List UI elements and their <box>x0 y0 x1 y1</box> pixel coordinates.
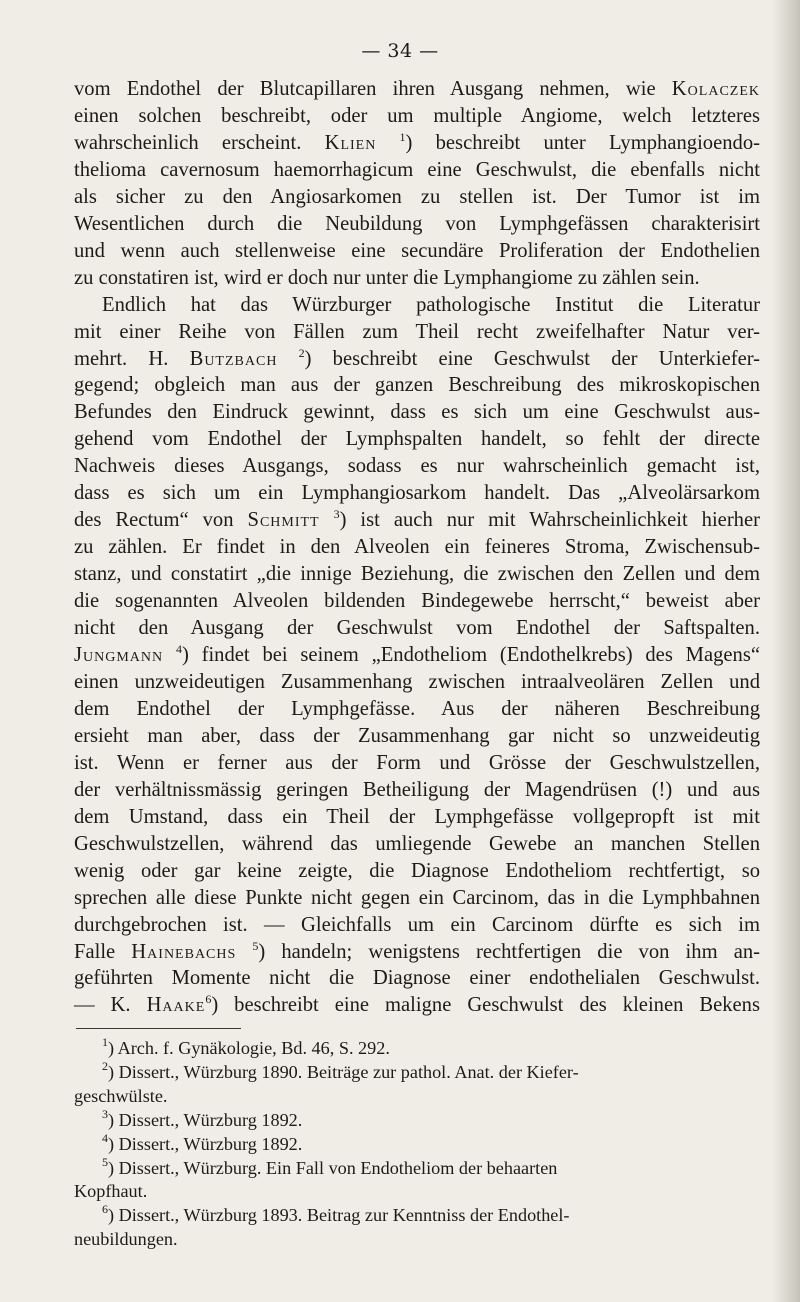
author-butzbach: Butzbach <box>189 347 278 370</box>
author-haake: Haake <box>146 994 206 1017</box>
text-line-7: und wenn auch stellenweise eine secundäre Proliferation der Endothelien <box>74 239 760 262</box>
text-line-30: wenig oder gar keine zeigte, die Diagnose Endotheliom rechtfertigt, so <box>74 859 760 882</box>
text-line-35: — K. Haake$^6$) beschreibt eine maligne Geschwulst des kleinen Bekens <box>74 992 760 1017</box>
footnote-ref-5: 5 <box>252 938 259 953</box>
text-line-14: gehend vom Endothel der Lymphspalten handelt, so fehlt der directe <box>74 428 760 451</box>
footnote-6-cont: neubildungen. <box>74 1229 178 1250</box>
text-line-15: Nachweis dieses Ausgangs, sodass es nur wahrscheinlich gemacht ist, <box>74 455 760 478</box>
text-line-10: mit einer Reihe von Fällen zum Theil recht zweifelhafter Natur ver- <box>74 320 760 343</box>
text-line-3: wahrscheinlich erscheint. Klien $^1$) beschreibt unter Lymphangioendo- <box>74 129 760 154</box>
text-line-19: stanz, und constatirt „die innige Beziehung, die zwischen den Zellen und dem <box>74 563 760 586</box>
main-text <box>74 76 760 1019</box>
page-edge-shadow <box>772 0 800 1302</box>
footnote-ref-1: 1 <box>399 129 406 144</box>
text-line-5: als sicher zu den Angiosarkomen zu stellen ist. Der Tumor ist im <box>74 185 760 208</box>
footnote-5: $^5$) Dissert., Würzburg. Ein Fall von Endotheliom der behaarten <box>102 1154 558 1178</box>
text-line-4: thelioma cavernosum haemorrhagicum eine Geschwulst, die ebenfalls nicht <box>74 158 760 181</box>
text-line-20: die sogenannten Alveolen bildenden Bindegewebe herrscht,“ beweist aber <box>74 590 760 613</box>
text-line-16: dass es sich um ein Lymphangiosarkom handelt. Das „Alveolärsarkom <box>74 482 760 505</box>
text-line-28: dem Umstand, dass ein Theil der Lymphgefässe vollgepropft ist mit <box>74 805 760 828</box>
text-line-22: Jungmann $^4$) findet bei seinem „Endotheliom (Endothelkrebs) des Magens“ <box>74 642 760 667</box>
text-line-25: ersieht man aber, dass der Zusammenhang gar nicht so unzweideutig <box>74 724 760 747</box>
text-line-31: sprechen alle diese Punkte nicht gegen ein Carcinom, das in die Lymphbahnen <box>74 886 760 909</box>
text-line-26: ist. Wenn er ferner aus der Form und Grösse der Geschwulstzellen, <box>74 751 760 774</box>
text-line-24: dem Endothel der Lymphgefässe. Aus der näheren Beschreibung <box>74 697 760 720</box>
text-line-17: des Rectum“ von Schmitt $^3$) ist auch nur mit Wahrscheinlichkeit hierher <box>74 507 760 532</box>
footnote-ref-6: 6 <box>205 992 212 1007</box>
text-line-29: Geschwulstzellen, während das umliegende Gewebe an manchen Stellen <box>74 832 760 855</box>
text-line-2: einen solchen beschreibt, oder um multiple Angiome, welch letzteres <box>74 104 760 127</box>
footnote-5-cont: Kopfhaut. <box>74 1181 148 1202</box>
text-line-21: nicht den Ausgang der Geschwulst vom Endothel der Saftspalten. <box>74 617 760 640</box>
footnote-ref-3: 3 <box>333 507 340 522</box>
text-line-6: Wesentlichen durch die Neubildung von Lymphgefässen charakterisirt <box>74 212 760 235</box>
text-line-13: Befundes den Eindruck gewinnt, dass es sich um eine Geschwulst aus- <box>74 401 760 424</box>
author-hainebach: Hainebachs <box>131 940 237 963</box>
footnote-1: $^1$) Arch. f. Gynäkologie, Bd. 46, S. 292. <box>102 1035 390 1058</box>
author-kolaczek: Kolaczek <box>671 78 760 100</box>
text-line-34: geführten Momente nicht die Diagnose einer endothelialen Geschwulst. <box>74 967 760 990</box>
author-klien: Klien <box>324 131 377 154</box>
text-line-11: mehrt. H. Butzbach $^2$) beschreibt eine Geschwulst der Unterkiefer- <box>74 345 761 370</box>
footnote-2: $^2$) Dissert., Würzburg 1890. Beiträge zur pathol. Anat. der Kiefer- <box>102 1058 579 1082</box>
footnote-4: $^4$) Dissert., Würzburg 1892. <box>102 1130 303 1154</box>
text-line-12: gegend; obgleich man aus der ganzen Beschreibung des mikroskopischen <box>74 374 760 397</box>
page-number: — 34 — <box>361 40 439 62</box>
text-line-23: einen unzweideutigen Zusammenhang zwischen intraalveolären Zellen und <box>74 670 760 693</box>
footnote-6: $^6$) Dissert., Würzburg 1893. Beitrag zur Kenntniss der Endothel- <box>102 1202 570 1226</box>
footnote-divider <box>76 1028 241 1029</box>
author-jungmann: Jungmann <box>74 644 164 667</box>
footnote-3: $^3$) Dissert., Würzburg 1892. <box>102 1106 303 1130</box>
text-line-33: Falle Hainebachs $^5$) handeln; wenigstens rechtfertigen die von ihm an- <box>74 938 760 963</box>
text-line-8: zu constatiren ist, wird er doch nur unter die Lymphangiome zu zählen sein. <box>74 266 700 289</box>
text-line-18: zu zählen. Er findet in den Alveolen ein feineres Stroma, Zwischensub- <box>74 536 760 559</box>
footnote-2-cont: geschwülste. <box>74 1085 168 1106</box>
text-line-1: vom Endothel der Blutcapillaren ihren Ausgang nehmen, wie Kolaczek <box>74 78 760 100</box>
footnotes <box>74 1037 760 1252</box>
text-line-27: der verhältnissmässig geringen Betheiligung der Magendrüsen (!) und aus <box>74 778 760 801</box>
footnote-ref-4: 4 <box>175 642 182 657</box>
author-schmitt: Schmitt <box>247 509 320 532</box>
text-line-9: Endlich hat das Würzburger pathologische Institut die Literatur <box>102 293 760 316</box>
footnote-ref-2: 2 <box>298 345 305 360</box>
text-line-32: durchgebrochen ist. — Gleichfalls um ein Carcinom dürfte es sich im <box>74 913 760 936</box>
